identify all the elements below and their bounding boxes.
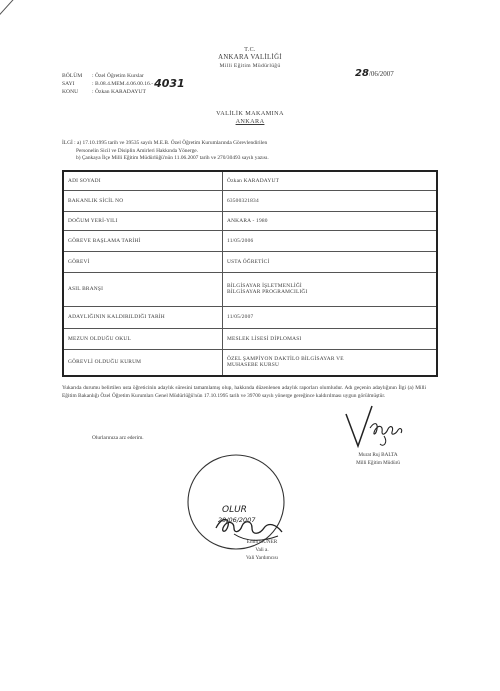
field-label: GÖREVİ <box>63 251 223 272</box>
field-label: MEZUN OLDUĞU OKUL <box>63 328 223 349</box>
reference-line-a-cont: Personelin Sicil ve Disiplin Amirleri Hakkında Yönerge. <box>76 147 199 154</box>
olur-date: 29/06/2007 <box>218 516 256 524</box>
body-paragraph: Yukarıda durumu belirtilen usta öğreticinin adaylık süresini tamamlamış olup, hakkında düzenlenen adaylık raporları olumludur. Adı geçenin adaylığının İlgi (a) Milli Eğitim Bakanlığı Özel Öğretim Kurumları Genel Müdürlüğü'nün 17.10.1995 tarih ve 39700 sayılı yönerge gereğince kaldırılması uygun görülmüştür. <box>62 385 426 399</box>
sayi-handwritten: 4031 <box>154 77 185 90</box>
closing-line: Olurlarınıza arz ederim. <box>92 435 144 441</box>
corner-line-mark <box>0 0 41 37</box>
table-row <box>63 306 437 328</box>
table-row <box>63 190 437 211</box>
signatory-1-name: Murat Ruj BALTA <box>358 452 398 458</box>
reference-line-b: b) Çankaya İlçe Milli Eğitim Müdürlüğü'nün 11.06.2007 tarih ve 270/30493 sayılı yazısı. <box>76 155 269 162</box>
addressee-line2: ANKARA <box>235 117 265 125</box>
header-tc: T.C. <box>244 47 256 53</box>
addressee-line1: VALİLİK MAKAMINA <box>216 110 284 117</box>
field-value: 11/05/2006 <box>223 230 438 251</box>
field-value: ÖZEL ŞAMPİYON DAKTİLO BİLGİSAYAR VE MUHASEBE KURSU <box>223 349 438 376</box>
signatory-1 <box>338 452 418 467</box>
signatory-2-title1: Vali a. <box>255 547 269 553</box>
bolum-label: BÖLÜM <box>62 73 83 79</box>
field-label: GÖREVLİ OLDUĞU KURUM <box>63 349 223 376</box>
field-value: USTA ÖĞRETİCİ <box>223 251 438 272</box>
date-handwritten-day: 28 <box>355 68 369 79</box>
field-label: ADAYLIĞININ KALDIRILDIĞI TARİH <box>63 306 223 328</box>
personnel-info-table <box>62 170 438 377</box>
sayi-value: : B.08.4.MEM.4.06.00.16.- <box>92 81 154 87</box>
field-label: BAKANLIK SİCİL NO <box>63 190 223 211</box>
table-row <box>63 211 437 230</box>
header-directorate: Milli Eğitim Müdürlüğü <box>219 63 281 69</box>
table-row <box>63 230 437 251</box>
field-label: ASIL BRANŞI <box>63 272 223 306</box>
olur-handwritten: OLUR <box>222 505 247 515</box>
field-value: MESLEK LİSESİ DİPLOMASI <box>223 328 438 349</box>
field-label: GÖREVE BAŞLAMA TARİHİ <box>63 230 223 251</box>
konu-label: KONU <box>62 89 79 95</box>
field-value: BİLGİSAYAR İŞLETMENLİĞİ BİLGİSAYAR PROGRAMCILIĞI <box>223 272 438 306</box>
letter-header <box>0 46 500 70</box>
signatory-2-name: Emin GÜNER <box>246 539 278 545</box>
signature-1-scribble <box>332 402 432 454</box>
reference-block <box>62 140 432 163</box>
table-row <box>63 251 437 272</box>
signatory-1-title: Milli Eğitim Müdürü <box>356 459 400 466</box>
date-rest: /06/2007 <box>368 70 394 78</box>
field-label: ADI SOYADI <box>63 171 223 190</box>
document-date <box>355 68 394 79</box>
signatory-2 <box>232 538 292 562</box>
table-row <box>63 328 437 349</box>
reference-line-a: İLGİ : a) 17.10.1995 tarih ve 39535 sayılı M.E.B. Özel Öğretim Kurumlarında Görevlendirilen <box>62 140 268 146</box>
field-value: 11/05/2007 <box>223 306 438 328</box>
konu-value: : Özkan KARADAYUT <box>92 89 146 95</box>
field-value: Özkan KARADAYUT <box>223 171 438 190</box>
table-row <box>63 349 437 376</box>
addressee <box>0 110 500 125</box>
field-value: ANKARA - 1980 <box>223 211 438 230</box>
field-value: 63500321834 <box>223 190 438 211</box>
field-label: DOĞUM YERİ-YILI <box>63 211 223 230</box>
signatory-2-title2: Vali Yardımcısı <box>246 555 278 561</box>
sayi-label: SAYI <box>62 81 75 87</box>
bolum-value: : Özel Öğretim Kurslar <box>92 73 144 79</box>
table-row <box>63 272 437 306</box>
table-row <box>63 171 437 190</box>
header-governorship: ANKARA VALİLİĞİ <box>218 54 282 61</box>
document-meta <box>62 72 185 96</box>
